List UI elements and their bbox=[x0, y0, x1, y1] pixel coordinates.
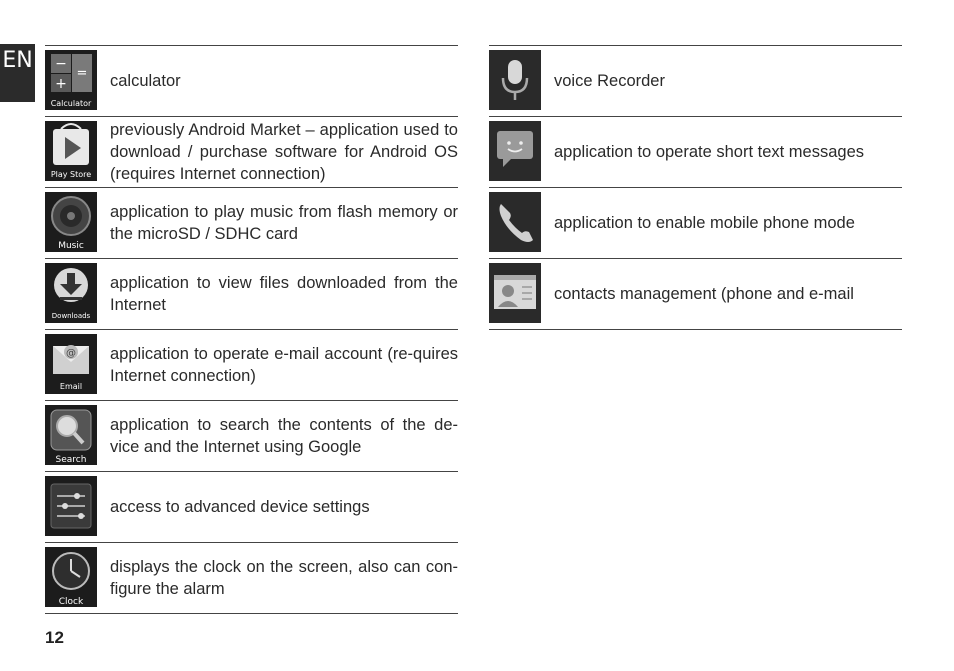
right-app-list bbox=[489, 45, 902, 330]
svg-text:Search: Search bbox=[55, 455, 87, 465]
item-description: application to search the contents of the de-vice and the Internet using Google bbox=[110, 416, 458, 456]
svg-text:@: @ bbox=[66, 348, 76, 359]
list-item bbox=[45, 471, 458, 542]
svg-text:=: = bbox=[76, 66, 88, 81]
list-item bbox=[489, 258, 902, 330]
page-number: 12 bbox=[45, 628, 64, 647]
email-icon bbox=[45, 334, 97, 394]
item-description: previously Android Market – application used to download / purchase software for Android OS (requires Internet connection) bbox=[110, 121, 458, 183]
svg-text:Downloads: Downloads bbox=[51, 312, 91, 320]
list-item bbox=[489, 45, 902, 116]
phone-icon bbox=[489, 192, 541, 252]
left-app-list bbox=[45, 45, 458, 614]
list-item bbox=[45, 45, 458, 116]
calculator-icon bbox=[45, 50, 97, 110]
svg-text:Calculator: Calculator bbox=[50, 99, 92, 108]
item-description: application to operate short text messages bbox=[554, 143, 865, 161]
list-item bbox=[45, 542, 458, 614]
item-description: voice Recorder bbox=[554, 72, 665, 90]
item-description: application to enable mobile phone mode bbox=[554, 214, 855, 232]
item-description: application to play music from flash memory or the microSD / SDHC card bbox=[110, 203, 458, 243]
search-icon bbox=[45, 405, 97, 465]
svg-text:+: + bbox=[55, 76, 67, 92]
item-description: contacts management (phone and e-mail bbox=[554, 285, 854, 303]
svg-text:Clock: Clock bbox=[58, 597, 84, 607]
list-item bbox=[45, 329, 458, 400]
contacts-icon bbox=[489, 263, 541, 323]
list-item bbox=[45, 187, 458, 258]
downloads-icon bbox=[45, 263, 97, 323]
list-item bbox=[489, 116, 902, 187]
list-item bbox=[45, 400, 458, 471]
item-description: calculator bbox=[110, 72, 181, 90]
item-description: access to advanced device settings bbox=[110, 498, 370, 516]
item-description: application to operate e-mail account (re-quires Internet connection) bbox=[110, 345, 458, 385]
list-item bbox=[45, 116, 458, 187]
svg-text:−: − bbox=[55, 56, 67, 72]
svg-text:Play Store: Play Store bbox=[50, 170, 92, 179]
language-tab: EN bbox=[0, 44, 35, 102]
svg-text:Music: Music bbox=[58, 241, 84, 251]
list-item bbox=[489, 187, 902, 258]
music-icon bbox=[45, 192, 97, 252]
svg-text:Email: Email bbox=[59, 382, 83, 391]
play-store-icon bbox=[45, 121, 97, 181]
item-description: displays the clock on the screen, also can con-figure the alarm bbox=[110, 558, 458, 598]
settings-icon bbox=[45, 476, 97, 536]
messaging-icon bbox=[489, 121, 541, 181]
list-item bbox=[45, 258, 458, 329]
item-description: application to view files downloaded from the Internet bbox=[110, 274, 458, 314]
clock-icon bbox=[45, 547, 97, 607]
microphone-icon bbox=[489, 50, 541, 110]
